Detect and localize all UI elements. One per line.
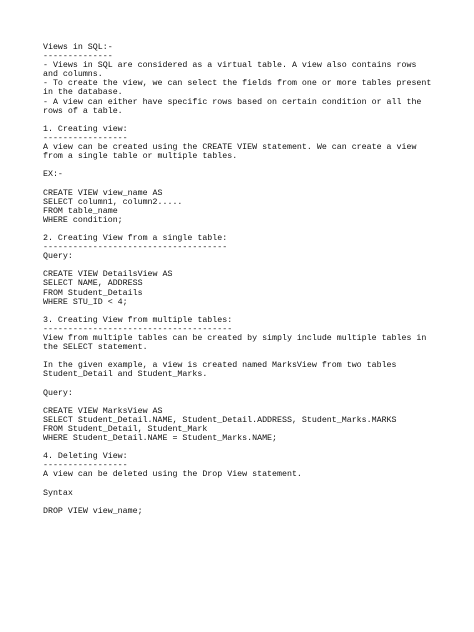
document-line: --------------	[43, 52, 113, 62]
document-line	[43, 379, 435, 388]
document-line: FROM Student_Details	[43, 288, 143, 298]
document-line: 4. Deleting View:	[43, 452, 128, 462]
document-line: Views in SQL:-	[43, 43, 113, 52]
document-line: FROM table_name	[43, 206, 118, 216]
document-line: -------------------------------------	[43, 243, 228, 253]
document-line	[43, 307, 435, 316]
document-line: View from multiple tables can be created by simply include multiple tables in the SELECT statement.	[43, 334, 432, 353]
document-line	[43, 398, 435, 407]
document-line: - A view can either have specific rows based on certain condition or all the rows of a table.	[43, 97, 427, 116]
document-line: --------------------------------------	[43, 324, 233, 334]
document-line: -----------------	[43, 461, 128, 471]
document-line: 2. Creating View from a single table:	[43, 233, 228, 243]
document-line	[43, 116, 435, 125]
document-line: In the given example, a view is created named MarksView from two tables Student_Detail and Student_Marks.	[43, 361, 402, 380]
document-line: CREATE VIEW DetailsView AS	[43, 270, 173, 280]
document-line: Query:	[43, 388, 73, 398]
document-line	[43, 498, 435, 507]
document-line: WHERE STU_ID < 4;	[43, 297, 128, 307]
document-line: WHERE Student_Detail.NAME = Student_Marks.NAME;	[43, 434, 278, 444]
document-line: EX:-	[43, 170, 63, 180]
document-line: SELECT Student_Detail.NAME, Student_Detail.ADDRESS, Student_Marks.MARKS	[43, 415, 397, 425]
document-line: 1. Creating view:	[43, 124, 128, 134]
document-line: Syntax	[43, 488, 73, 498]
document-line	[43, 480, 435, 489]
document-line: A view can be created using the CREATE VIEW statement. We can create a view from a single table or multiple tables.	[43, 143, 422, 162]
document-line: A view can be deleted using the Drop View statement.	[43, 470, 302, 480]
document-line: DROP VIEW view_name;	[43, 506, 143, 516]
document-line: CREATE VIEW MarksView AS	[43, 406, 163, 416]
document-line: Query:	[43, 252, 73, 262]
document-line: SELECT NAME, ADDRESS	[43, 279, 143, 289]
document-line: - Views in SQL are considered as a virtual table. A view also contains rows and columns.	[43, 61, 422, 80]
document-line: CREATE VIEW view_name AS	[43, 188, 163, 198]
document-line: WHERE condition;	[43, 215, 123, 225]
document-line	[43, 443, 435, 452]
document-line	[43, 352, 435, 361]
document-line: -----------------	[43, 133, 128, 143]
document-line	[43, 261, 435, 270]
document-line: SELECT column1, column2.....	[43, 197, 183, 207]
document-line	[43, 225, 435, 234]
document-text	[43, 43, 435, 516]
document-line: - To create the view, we can select the fields from one or more tables present in the database.	[43, 79, 437, 98]
document-line	[43, 161, 435, 170]
document-line	[43, 179, 435, 188]
document-line: FROM Student_Detail, Student_Mark	[43, 424, 208, 434]
document-line: 3. Creating View from multiple tables:	[43, 315, 233, 325]
